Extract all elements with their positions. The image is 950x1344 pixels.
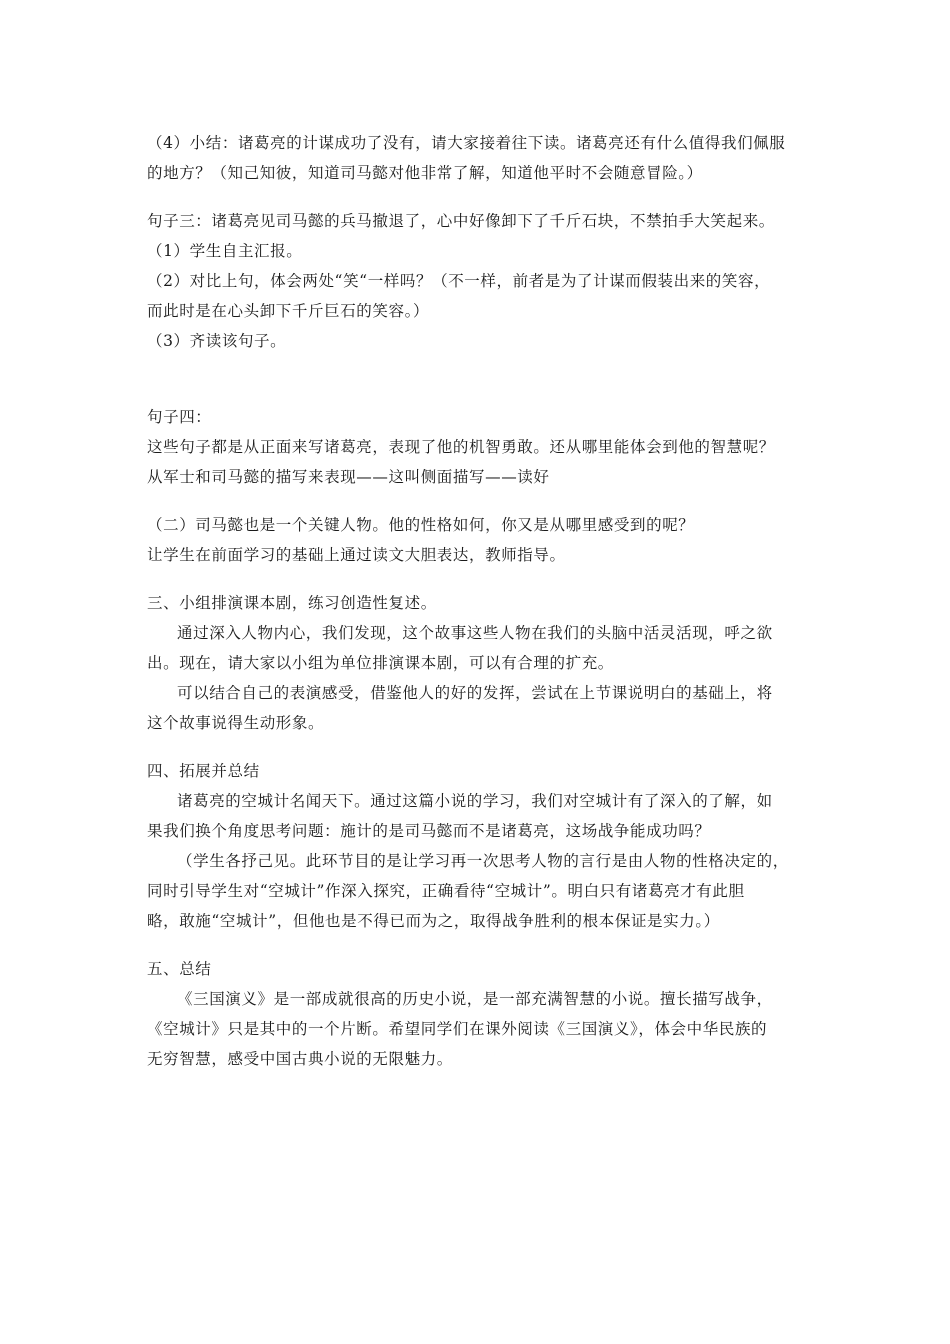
part-three-p1-line-1: 通过深入人物内心，我们发现，这个故事这些人物在我们的头脑中活灵活现，呼之欲 — [177, 624, 773, 642]
sentence-three-block — [147, 206, 807, 356]
sima-yi-line-1: （二）司马懿也是一个关键人物。他的性格如何，你又是从哪里感受到的呢？ — [147, 516, 695, 534]
sentence-three-item-1: （1）学生自主汇报。 — [147, 242, 303, 260]
part-four-block — [147, 756, 807, 936]
part-three-block — [147, 588, 807, 738]
sentence-three-item-2-line-2: 而此时是在心头卸下千斤巨石的笑容。） — [147, 302, 430, 320]
part-five-p1-line-3: 无穷智慧，感受中国古典小说的无限魅力。 — [147, 1050, 453, 1068]
part-five-p1-line-2: 《空城计》只是其中的一个片断。希望同学们在课外阅读《三国演义》，体会中华民族的 — [147, 1020, 768, 1038]
summary-line-2: 的地方？（知己知彼，知道司马懿对他非常了解，知道他平时不会随意冒险。） — [147, 164, 703, 182]
part-three-p1-line-2: 出。现在，请大家以小组为单位排演课本剧，可以有合理的扩充。 — [147, 654, 614, 672]
part-four-p1-line-1: 诸葛亮的空城计名闻天下。通过这篇小说的学习，我们对空城计有了深入的了解，如 — [177, 792, 773, 810]
part-three-heading: 三、小组排演课本剧，练习创造性复述。 — [147, 594, 437, 612]
sima-yi-line-2: 让学生在前面学习的基础上通过读文大胆表达，教师指导。 — [147, 546, 566, 564]
sentence-three-item-3: （3）齐读该句子。 — [147, 332, 287, 350]
sentence-four-line-2: 从军士和司马懿的描写来表现——这叫侧面描写——读好 — [147, 468, 550, 486]
sentence-four-heading: 句子四： — [147, 408, 212, 426]
part-four-p1-line-2: 果我们换个角度思考问题：施计的是司马懿而不是诸葛亮，这场战争能成功吗？ — [147, 822, 711, 840]
sentence-three-item-2-line-1: （2）对比上句，体会两处“笑“一样吗？（不一样，前者是为了计谋而假装出来的笑容， — [147, 272, 771, 290]
part-five-heading: 五、总结 — [147, 960, 212, 978]
part-three-p2-line-1: 可以结合自己的表演感受，借鉴他人的好的发挥，尝试在上节课说明白的基础上，将 — [177, 684, 773, 702]
part-four-heading: 四、拓展并总结 — [147, 762, 260, 780]
part-four-p2-line-3: 略，敢施“空城计”，但他也是不得已而为之，取得战争胜利的根本保证是实力。） — [147, 912, 720, 930]
part-five-block — [147, 954, 807, 1074]
part-four-p2-line-1: （学生各抒己见。此环节目的是让学习再一次思考人物的言行是由人物的性格决定的， — [177, 852, 789, 870]
summary-block — [147, 128, 807, 188]
part-four-p2-line-2: 同时引导学生对“空城计”作深入探究，正确看待“空城计”。明白只有诸葛亮才有此胆 — [147, 882, 745, 900]
sentence-four-block — [147, 402, 807, 492]
sentence-three-heading: 句子三：诸葛亮见司马懿的兵马撤退了，心中好像卸下了千斤石块，不禁拍手大笑起来。 — [147, 212, 775, 230]
part-three-p2-line-2: 这个故事说得生动形象。 — [147, 714, 325, 732]
part-five-p1-line-1: 《三国演义》是一部成就很高的历史小说，是一部充满智慧的小说。擅长描写战争， — [177, 990, 773, 1008]
sima-yi-block — [147, 510, 807, 570]
document-page — [147, 128, 807, 1074]
summary-line-1: （4）小结：诸葛亮的计谋成功了没有，请大家接着往下读。诸葛亮还有什么值得我们佩服 — [147, 134, 786, 152]
sentence-four-line-1: 这些句子都是从正面来写诸葛亮，表现了他的机智勇敢。还从哪里能体会到他的智慧呢？ — [147, 438, 775, 456]
